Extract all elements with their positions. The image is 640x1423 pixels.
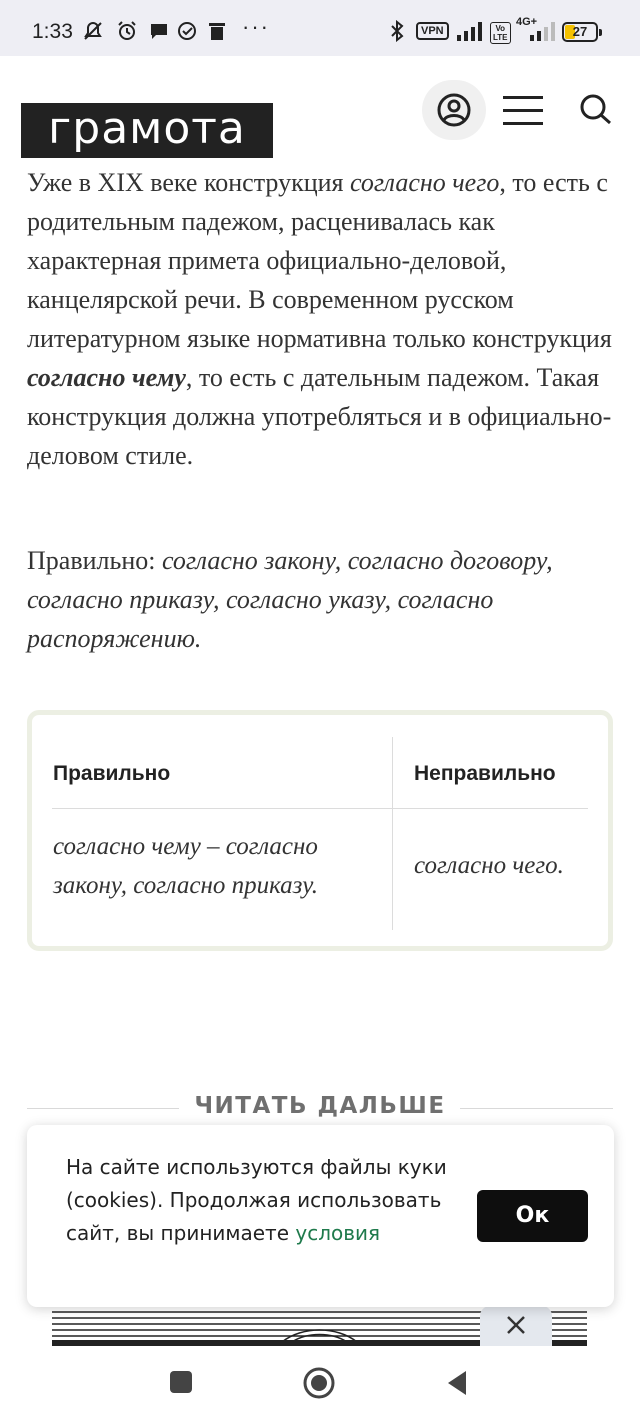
- correct-examples: согласно закону, согласно договору, согласно приказу, согласно указу, согласно распоряжению.: [27, 546, 553, 653]
- divider-right: [460, 1108, 613, 1109]
- emphasis-dative: согласно чему: [27, 363, 186, 392]
- battery-level: 27: [572, 24, 588, 39]
- search-button[interactable]: [572, 88, 618, 132]
- close-icon: [480, 1306, 552, 1346]
- site-logo[interactable]: грамота: [21, 103, 273, 158]
- menu-icon: [500, 88, 546, 132]
- volte-badge: Vo LTE: [490, 22, 511, 44]
- emphasis-genitive: согласно чего: [349, 168, 500, 197]
- more-notifications: ···: [242, 14, 270, 39]
- signal-icon: [456, 20, 486, 42]
- cookie-ok-button[interactable]: Ок: [477, 1190, 588, 1242]
- back-icon[interactable]: [444, 1369, 470, 1397]
- table-divider: [52, 808, 588, 809]
- table-header-incorrect: Неправильно: [414, 762, 556, 785]
- table-cell-incorrect: согласно чего.: [414, 852, 564, 879]
- notifications-muted-icon: [82, 20, 104, 42]
- home-icon[interactable]: [302, 1366, 336, 1400]
- search-icon: [572, 88, 618, 132]
- table-header-correct: Правильно: [53, 762, 171, 785]
- bluetooth-icon: [386, 20, 408, 42]
- divider-left: [27, 1108, 179, 1109]
- status-time: 1:33: [32, 20, 73, 43]
- profile-icon: [422, 80, 486, 140]
- trash-icon: [206, 20, 228, 42]
- profile-button[interactable]: [422, 80, 486, 140]
- vpn-badge: VPN: [416, 22, 449, 40]
- cookie-message: На сайте используются файлы куки (cookies). Продолжая использовать сайт, вы принимаете условия: [66, 1155, 447, 1245]
- read-more-heading[interactable]: ЧИТАТЬ ДАЛЬШЕ: [194, 1093, 446, 1119]
- recents-icon[interactable]: [168, 1369, 194, 1395]
- close-banner-button[interactable]: [480, 1306, 552, 1346]
- signal-2-icon: [528, 20, 556, 42]
- cookie-terms-link[interactable]: условия: [295, 1221, 381, 1245]
- article-paragraph-1: Уже в XIX веке конструкция согласно чего, то есть с родительным падежом, расценивалась как характерная примета официально-деловой, канцелярской речи. В современном русском литературном языке нормативна только конструкция согласно чему, то есть с дательным падежом. Такая конструкция должна употребляться и в официально-деловом стиле.: [27, 168, 612, 470]
- cookie-banner: [27, 1125, 614, 1307]
- chat-icon: [148, 20, 170, 42]
- network-type: 4G+: [516, 16, 538, 28]
- battery-icon: [562, 22, 598, 42]
- alarm-icon: [116, 20, 138, 42]
- check-circle-icon: [176, 20, 198, 42]
- table-column-divider: [392, 737, 393, 930]
- article-paragraph-2: Правильно: согласно закону, согласно договору, согласно приказу, согласно указу, согласно распоряжению.: [27, 546, 553, 653]
- usage-table: [27, 710, 613, 951]
- status-bar: [0, 0, 640, 56]
- menu-button[interactable]: [500, 88, 546, 132]
- table-cell-correct: согласно чему – согласно закону, согласно приказу.: [53, 833, 319, 899]
- system-nav-bar: [0, 1346, 640, 1423]
